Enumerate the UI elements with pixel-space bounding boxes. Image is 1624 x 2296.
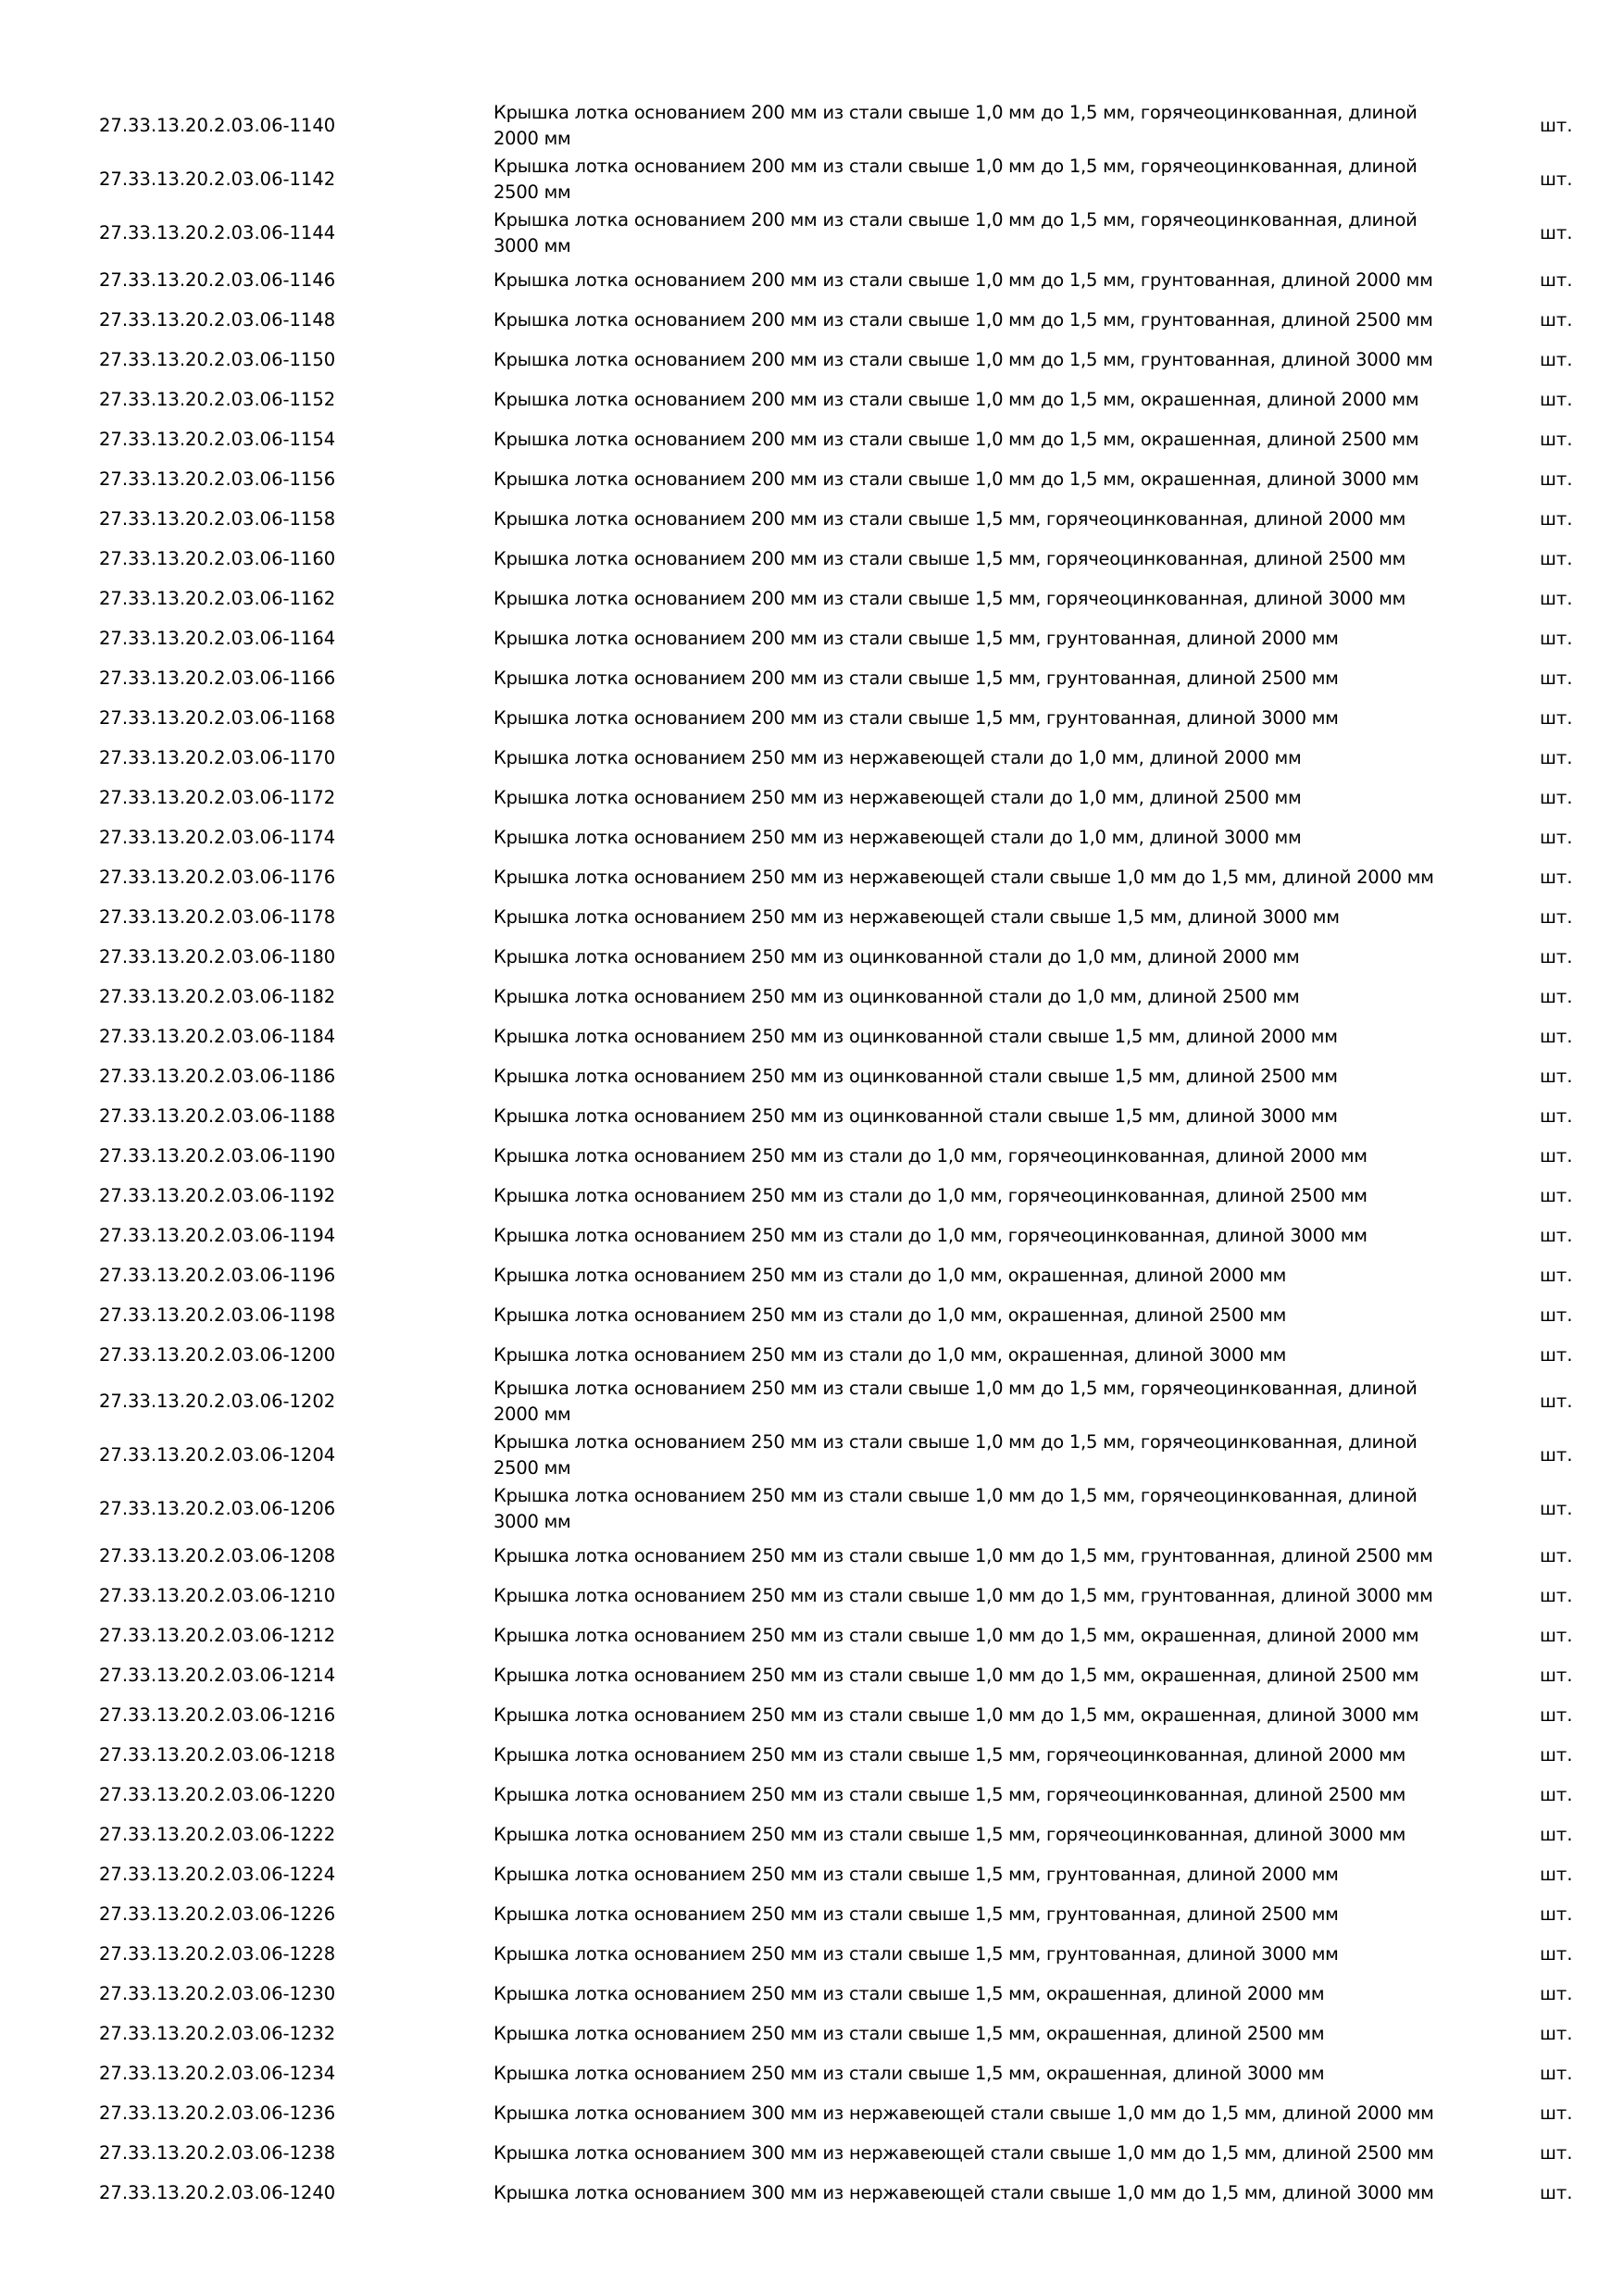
item-code: 27.33.13.20.2.03.06-1234 xyxy=(99,2062,336,2084)
item-code: 27.33.13.20.2.03.06-1150 xyxy=(99,348,336,370)
item-code: 27.33.13.20.2.03.06-1172 xyxy=(99,786,336,808)
item-unit: шт. xyxy=(1540,1743,1573,1766)
item-description: Крышка лотка основанием 250 мм из стали до 1,0 мм, горячеоцинкованная, длиной 3000 мм xyxy=(493,1224,1368,1246)
item-code: 27.33.13.20.2.03.06-1162 xyxy=(99,587,336,609)
item-description: Крышка лотка основанием 200 мм из стали свыше 1,5 мм, горячеоцинкованная, длиной 2500 мм xyxy=(493,547,1406,569)
item-code: 27.33.13.20.2.03.06-1182 xyxy=(99,985,336,1007)
item-code: 27.33.13.20.2.03.06-1192 xyxy=(99,1184,336,1206)
item-unit: шт. xyxy=(1540,627,1573,649)
item-code: 27.33.13.20.2.03.06-1190 xyxy=(99,1144,336,1167)
item-unit: шт. xyxy=(1540,1065,1573,1087)
item-description: Крышка лотка основанием 250 мм из нержавеющей стали свыше 1,0 мм до 1,5 мм, длиной 2000 мм xyxy=(493,866,1434,888)
item-unit: шт. xyxy=(1540,1544,1573,1566)
item-description: Крышка лотка основанием 250 мм из стали свыше 1,0 мм до 1,5 мм, горячеоцинкованная, длиной 2500 мм xyxy=(493,1431,1418,1479)
item-unit: шт. xyxy=(1540,468,1573,490)
item-code: 27.33.13.20.2.03.06-1170 xyxy=(99,746,336,768)
item-description: Крышка лотка основанием 250 мм из оцинкованной стали свыше 1,5 мм, длиной 3000 мм xyxy=(493,1104,1338,1127)
item-description: Крышка лотка основанием 250 мм из стали свыше 1,5 мм, окрашенная, длиной 2500 мм xyxy=(493,2022,1325,2044)
item-description: Крышка лотка основанием 250 мм из стали свыше 1,0 мм до 1,5 мм, грунтованная, длиной 3000 мм xyxy=(493,1584,1433,1606)
item-description: Крышка лотка основанием 250 мм из стали до 1,0 мм, окрашенная, длиной 2000 мм xyxy=(493,1264,1287,1286)
item-code: 27.33.13.20.2.03.06-1188 xyxy=(99,1104,336,1127)
item-description: Крышка лотка основанием 200 мм из стали свыше 1,5 мм, горячеоцинкованная, длиной 3000 мм xyxy=(493,587,1406,609)
item-description: Крышка лотка основанием 250 мм из стали свыше 1,0 мм до 1,5 мм, окрашенная, длиной 2000 мм xyxy=(493,1624,1419,1646)
item-description: Крышка лотка основанием 250 мм из оцинкованной стали до 1,0 мм, длиной 2000 мм xyxy=(493,945,1300,967)
item-unit: шт. xyxy=(1540,1444,1573,1466)
item-description: Крышка лотка основанием 250 мм из стали свыше 1,5 мм, окрашенная, длиной 3000 мм xyxy=(493,2062,1325,2084)
item-description: Крышка лотка основанием 250 мм из нержавеющей стали до 1,0 мм, длиной 3000 мм xyxy=(493,826,1302,848)
item-unit: шт. xyxy=(1540,1498,1573,1519)
item-description: Крышка лотка основанием 250 мм из стали свыше 1,5 мм, грунтованная, длиной 2500 мм xyxy=(493,1903,1339,1925)
item-unit: шт. xyxy=(1540,1343,1573,1366)
item-code: 27.33.13.20.2.03.06-1178 xyxy=(99,905,336,928)
item-description: Крышка лотка основанием 300 мм из нержавеющей стали свыше 1,0 мм до 1,5 мм, длиной 2000 мм xyxy=(493,2102,1434,2124)
item-description: Крышка лотка основанием 200 мм из стали свыше 1,0 мм до 1,5 мм, грунтованная, длиной 2000 мм xyxy=(493,268,1433,291)
item-unit: шт. xyxy=(1540,1584,1573,1606)
item-unit: шт. xyxy=(1540,1863,1573,1885)
item-code: 27.33.13.20.2.03.06-1194 xyxy=(99,1224,336,1246)
item-unit: шт. xyxy=(1540,786,1573,808)
item-unit: шт. xyxy=(1540,2062,1573,2084)
item-description: Крышка лотка основанием 250 мм из стали свыше 1,0 мм до 1,5 мм, грунтованная, длиной 2500 мм xyxy=(493,1544,1433,1566)
item-description: Крышка лотка основанием 200 мм из стали свыше 1,5 мм, грунтованная, длиной 3000 мм xyxy=(493,706,1339,729)
item-description: Крышка лотка основанием 250 мм из стали до 1,0 мм, горячеоцинкованная, длиной 2500 мм xyxy=(493,1184,1368,1206)
item-code: 27.33.13.20.2.03.06-1224 xyxy=(99,1863,336,1885)
item-unit: шт. xyxy=(1540,388,1573,410)
item-code: 27.33.13.20.2.03.06-1214 xyxy=(99,1664,336,1686)
item-unit: шт. xyxy=(1540,667,1573,689)
item-unit: шт. xyxy=(1540,587,1573,609)
item-unit: шт. xyxy=(1540,1224,1573,1246)
item-unit: шт. xyxy=(1540,1304,1573,1326)
item-code: 27.33.13.20.2.03.06-1202 xyxy=(99,1391,336,1412)
item-code: 27.33.13.20.2.03.06-1160 xyxy=(99,547,336,569)
item-code: 27.33.13.20.2.03.06-1158 xyxy=(99,507,336,530)
item-unit: шт. xyxy=(1540,428,1573,450)
item-code: 27.33.13.20.2.03.06-1216 xyxy=(99,1703,336,1726)
item-unit: шт. xyxy=(1540,222,1573,243)
item-unit: шт. xyxy=(1540,2181,1573,2203)
item-description: Крышка лотка основанием 250 мм из оцинкованной стали до 1,0 мм, длиной 2500 мм xyxy=(493,985,1300,1007)
item-unit: шт. xyxy=(1540,507,1573,530)
item-unit: шт. xyxy=(1540,985,1573,1007)
item-description: Крышка лотка основанием 200 мм из стали свыше 1,5 мм, грунтованная, длиной 2000 мм xyxy=(493,627,1339,649)
item-unit: шт. xyxy=(1540,905,1573,928)
item-description: Крышка лотка основанием 250 мм из нержавеющей стали свыше 1,5 мм, длиной 3000 мм xyxy=(493,905,1340,928)
item-code: 27.33.13.20.2.03.06-1180 xyxy=(99,945,336,967)
item-code: 27.33.13.20.2.03.06-1142 xyxy=(99,168,336,190)
item-description: Крышка лотка основанием 250 мм из стали свыше 1,0 мм до 1,5 мм, горячеоцинкованная, длиной 2000 мм xyxy=(493,1378,1418,1425)
item-description: Крышка лотка основанием 250 мм из оцинкованной стали свыше 1,5 мм, длиной 2000 мм xyxy=(493,1025,1338,1047)
item-code: 27.33.13.20.2.03.06-1166 xyxy=(99,667,336,689)
item-description: Крышка лотка основанием 250 мм из стали свыше 1,0 мм до 1,5 мм, окрашенная, длиной 3000 мм xyxy=(493,1703,1419,1726)
item-code: 27.33.13.20.2.03.06-1164 xyxy=(99,627,336,649)
item-code: 27.33.13.20.2.03.06-1140 xyxy=(99,115,336,136)
item-code: 27.33.13.20.2.03.06-1152 xyxy=(99,388,336,410)
item-code: 27.33.13.20.2.03.06-1208 xyxy=(99,1544,336,1566)
item-description: Крышка лотка основанием 250 мм из стали свыше 1,5 мм, грунтованная, длиной 2000 мм xyxy=(493,1863,1339,1885)
item-code: 27.33.13.20.2.03.06-1156 xyxy=(99,468,336,490)
item-unit: шт. xyxy=(1540,1982,1573,2004)
item-description: Крышка лотка основанием 250 мм из стали до 1,0 мм, горячеоцинкованная, длиной 2000 мм xyxy=(493,1144,1368,1167)
item-code: 27.33.13.20.2.03.06-1218 xyxy=(99,1743,336,1766)
item-unit: шт. xyxy=(1540,1903,1573,1925)
item-description: Крышка лотка основанием 200 мм из стали свыше 1,0 мм до 1,5 мм, окрашенная, длиной 2500 мм xyxy=(493,428,1419,450)
item-unit: шт. xyxy=(1540,308,1573,331)
item-code: 27.33.13.20.2.03.06-1184 xyxy=(99,1025,336,1047)
item-code: 27.33.13.20.2.03.06-1228 xyxy=(99,1942,336,1965)
item-code: 27.33.13.20.2.03.06-1176 xyxy=(99,866,336,888)
item-code: 27.33.13.20.2.03.06-1148 xyxy=(99,308,336,331)
item-code: 27.33.13.20.2.03.06-1220 xyxy=(99,1783,336,1805)
item-description: Крышка лотка основанием 200 мм из стали свыше 1,0 мм до 1,5 мм, горячеоцинкованная, длиной 3000 мм xyxy=(493,209,1418,256)
item-code: 27.33.13.20.2.03.06-1240 xyxy=(99,2181,336,2203)
item-unit: шт. xyxy=(1540,1664,1573,1686)
item-code: 27.33.13.20.2.03.06-1206 xyxy=(99,1498,336,1519)
item-code: 27.33.13.20.2.03.06-1230 xyxy=(99,1982,336,2004)
item-description: Крышка лотка основанием 250 мм из стали свыше 1,0 мм до 1,5 мм, горячеоцинкованная, длиной 3000 мм xyxy=(493,1485,1418,1532)
item-code: 27.33.13.20.2.03.06-1186 xyxy=(99,1065,336,1087)
item-code: 27.33.13.20.2.03.06-1168 xyxy=(99,706,336,729)
item-description: Крышка лотка основанием 250 мм из стали до 1,0 мм, окрашенная, длиной 2500 мм xyxy=(493,1304,1287,1326)
item-unit: шт. xyxy=(1540,1104,1573,1127)
item-code: 27.33.13.20.2.03.06-1204 xyxy=(99,1444,336,1466)
item-code: 27.33.13.20.2.03.06-1200 xyxy=(99,1343,336,1366)
item-description: Крышка лотка основанием 300 мм из нержавеющей стали свыше 1,0 мм до 1,5 мм, длиной 2500 мм xyxy=(493,2141,1434,2164)
item-unit: шт. xyxy=(1540,1184,1573,1206)
item-unit: шт. xyxy=(1540,706,1573,729)
item-description: Крышка лотка основанием 250 мм из стали свыше 1,5 мм, грунтованная, длиной 3000 мм xyxy=(493,1942,1339,1965)
item-unit: шт. xyxy=(1540,115,1573,136)
item-code: 27.33.13.20.2.03.06-1236 xyxy=(99,2102,336,2124)
item-unit: шт. xyxy=(1540,746,1573,768)
item-code: 27.33.13.20.2.03.06-1226 xyxy=(99,1903,336,1925)
item-description: Крышка лотка основанием 250 мм из стали свыше 1,0 мм до 1,5 мм, окрашенная, длиной 2500 мм xyxy=(493,1664,1419,1686)
item-unit: шт. xyxy=(1540,826,1573,848)
item-code: 27.33.13.20.2.03.06-1196 xyxy=(99,1264,336,1286)
item-unit: шт. xyxy=(1540,547,1573,569)
item-unit: шт. xyxy=(1540,268,1573,291)
item-description: Крышка лотка основанием 300 мм из нержавеющей стали свыше 1,0 мм до 1,5 мм, длиной 3000 мм xyxy=(493,2181,1434,2203)
item-unit: шт. xyxy=(1540,1823,1573,1845)
item-unit: шт. xyxy=(1540,2022,1573,2044)
item-unit: шт. xyxy=(1540,1624,1573,1646)
item-code: 27.33.13.20.2.03.06-1146 xyxy=(99,268,336,291)
item-unit: шт. xyxy=(1540,945,1573,967)
item-unit: шт. xyxy=(1540,168,1573,190)
item-description: Крышка лотка основанием 250 мм из стали свыше 1,5 мм, горячеоцинкованная, длиной 3000 мм xyxy=(493,1823,1406,1845)
item-unit: шт. xyxy=(1540,1025,1573,1047)
item-code: 27.33.13.20.2.03.06-1144 xyxy=(99,222,336,243)
item-code: 27.33.13.20.2.03.06-1222 xyxy=(99,1823,336,1845)
item-unit: шт. xyxy=(1540,2102,1573,2124)
item-code: 27.33.13.20.2.03.06-1212 xyxy=(99,1624,336,1646)
item-description: Крышка лотка основанием 200 мм из стали свыше 1,0 мм до 1,5 мм, горячеоцинкованная, длиной 2000 мм xyxy=(493,102,1418,149)
item-description: Крышка лотка основанием 200 мм из стали свыше 1,0 мм до 1,5 мм, грунтованная, длиной 3000 мм xyxy=(493,348,1433,370)
item-description: Крышка лотка основанием 200 мм из стали свыше 1,0 мм до 1,5 мм, окрашенная, длиной 3000 мм xyxy=(493,468,1419,490)
item-description: Крышка лотка основанием 250 мм из стали до 1,0 мм, окрашенная, длиной 3000 мм xyxy=(493,1343,1287,1366)
item-unit: шт. xyxy=(1540,1703,1573,1726)
item-description: Крышка лотка основанием 250 мм из нержавеющей стали до 1,0 мм, длиной 2500 мм xyxy=(493,786,1302,808)
item-unit: шт. xyxy=(1540,348,1573,370)
item-description: Крышка лотка основанием 250 мм из нержавеющей стали до 1,0 мм, длиной 2000 мм xyxy=(493,746,1302,768)
item-code: 27.33.13.20.2.03.06-1174 xyxy=(99,826,336,848)
item-unit: шт. xyxy=(1540,1391,1573,1412)
item-code: 27.33.13.20.2.03.06-1238 xyxy=(99,2141,336,2164)
item-description: Крышка лотка основанием 200 мм из стали свыше 1,0 мм до 1,5 мм, грунтованная, длиной 2500 мм xyxy=(493,308,1433,331)
item-description: Крышка лотка основанием 250 мм из оцинкованной стали свыше 1,5 мм, длиной 2500 мм xyxy=(493,1065,1338,1087)
item-description: Крышка лотка основанием 200 мм из стали свыше 1,0 мм до 1,5 мм, горячеоцинкованная, длиной 2500 мм xyxy=(493,156,1418,203)
item-code: 27.33.13.20.2.03.06-1198 xyxy=(99,1304,336,1326)
item-description: Крышка лотка основанием 250 мм из стали свыше 1,5 мм, окрашенная, длиной 2000 мм xyxy=(493,1982,1325,2004)
item-description: Крышка лотка основанием 200 мм из стали свыше 1,5 мм, горячеоцинкованная, длиной 2000 мм xyxy=(493,507,1406,530)
item-unit: шт. xyxy=(1540,1264,1573,1286)
item-unit: шт. xyxy=(1540,1144,1573,1167)
item-code: 27.33.13.20.2.03.06-1154 xyxy=(99,428,336,450)
item-description: Крышка лотка основанием 250 мм из стали свыше 1,5 мм, горячеоцинкованная, длиной 2000 мм xyxy=(493,1743,1406,1766)
item-code: 27.33.13.20.2.03.06-1232 xyxy=(99,2022,336,2044)
item-unit: шт. xyxy=(1540,1783,1573,1805)
item-description: Крышка лотка основанием 250 мм из стали свыше 1,5 мм, горячеоцинкованная, длиной 2500 мм xyxy=(493,1783,1406,1805)
item-description: Крышка лотка основанием 200 мм из стали свыше 1,5 мм, грунтованная, длиной 2500 мм xyxy=(493,667,1339,689)
item-unit: шт. xyxy=(1540,1942,1573,1965)
item-code: 27.33.13.20.2.03.06-1210 xyxy=(99,1584,336,1606)
item-unit: шт. xyxy=(1540,866,1573,888)
item-description: Крышка лотка основанием 200 мм из стали свыше 1,0 мм до 1,5 мм, окрашенная, длиной 2000 мм xyxy=(493,388,1419,410)
item-unit: шт. xyxy=(1540,2141,1573,2164)
